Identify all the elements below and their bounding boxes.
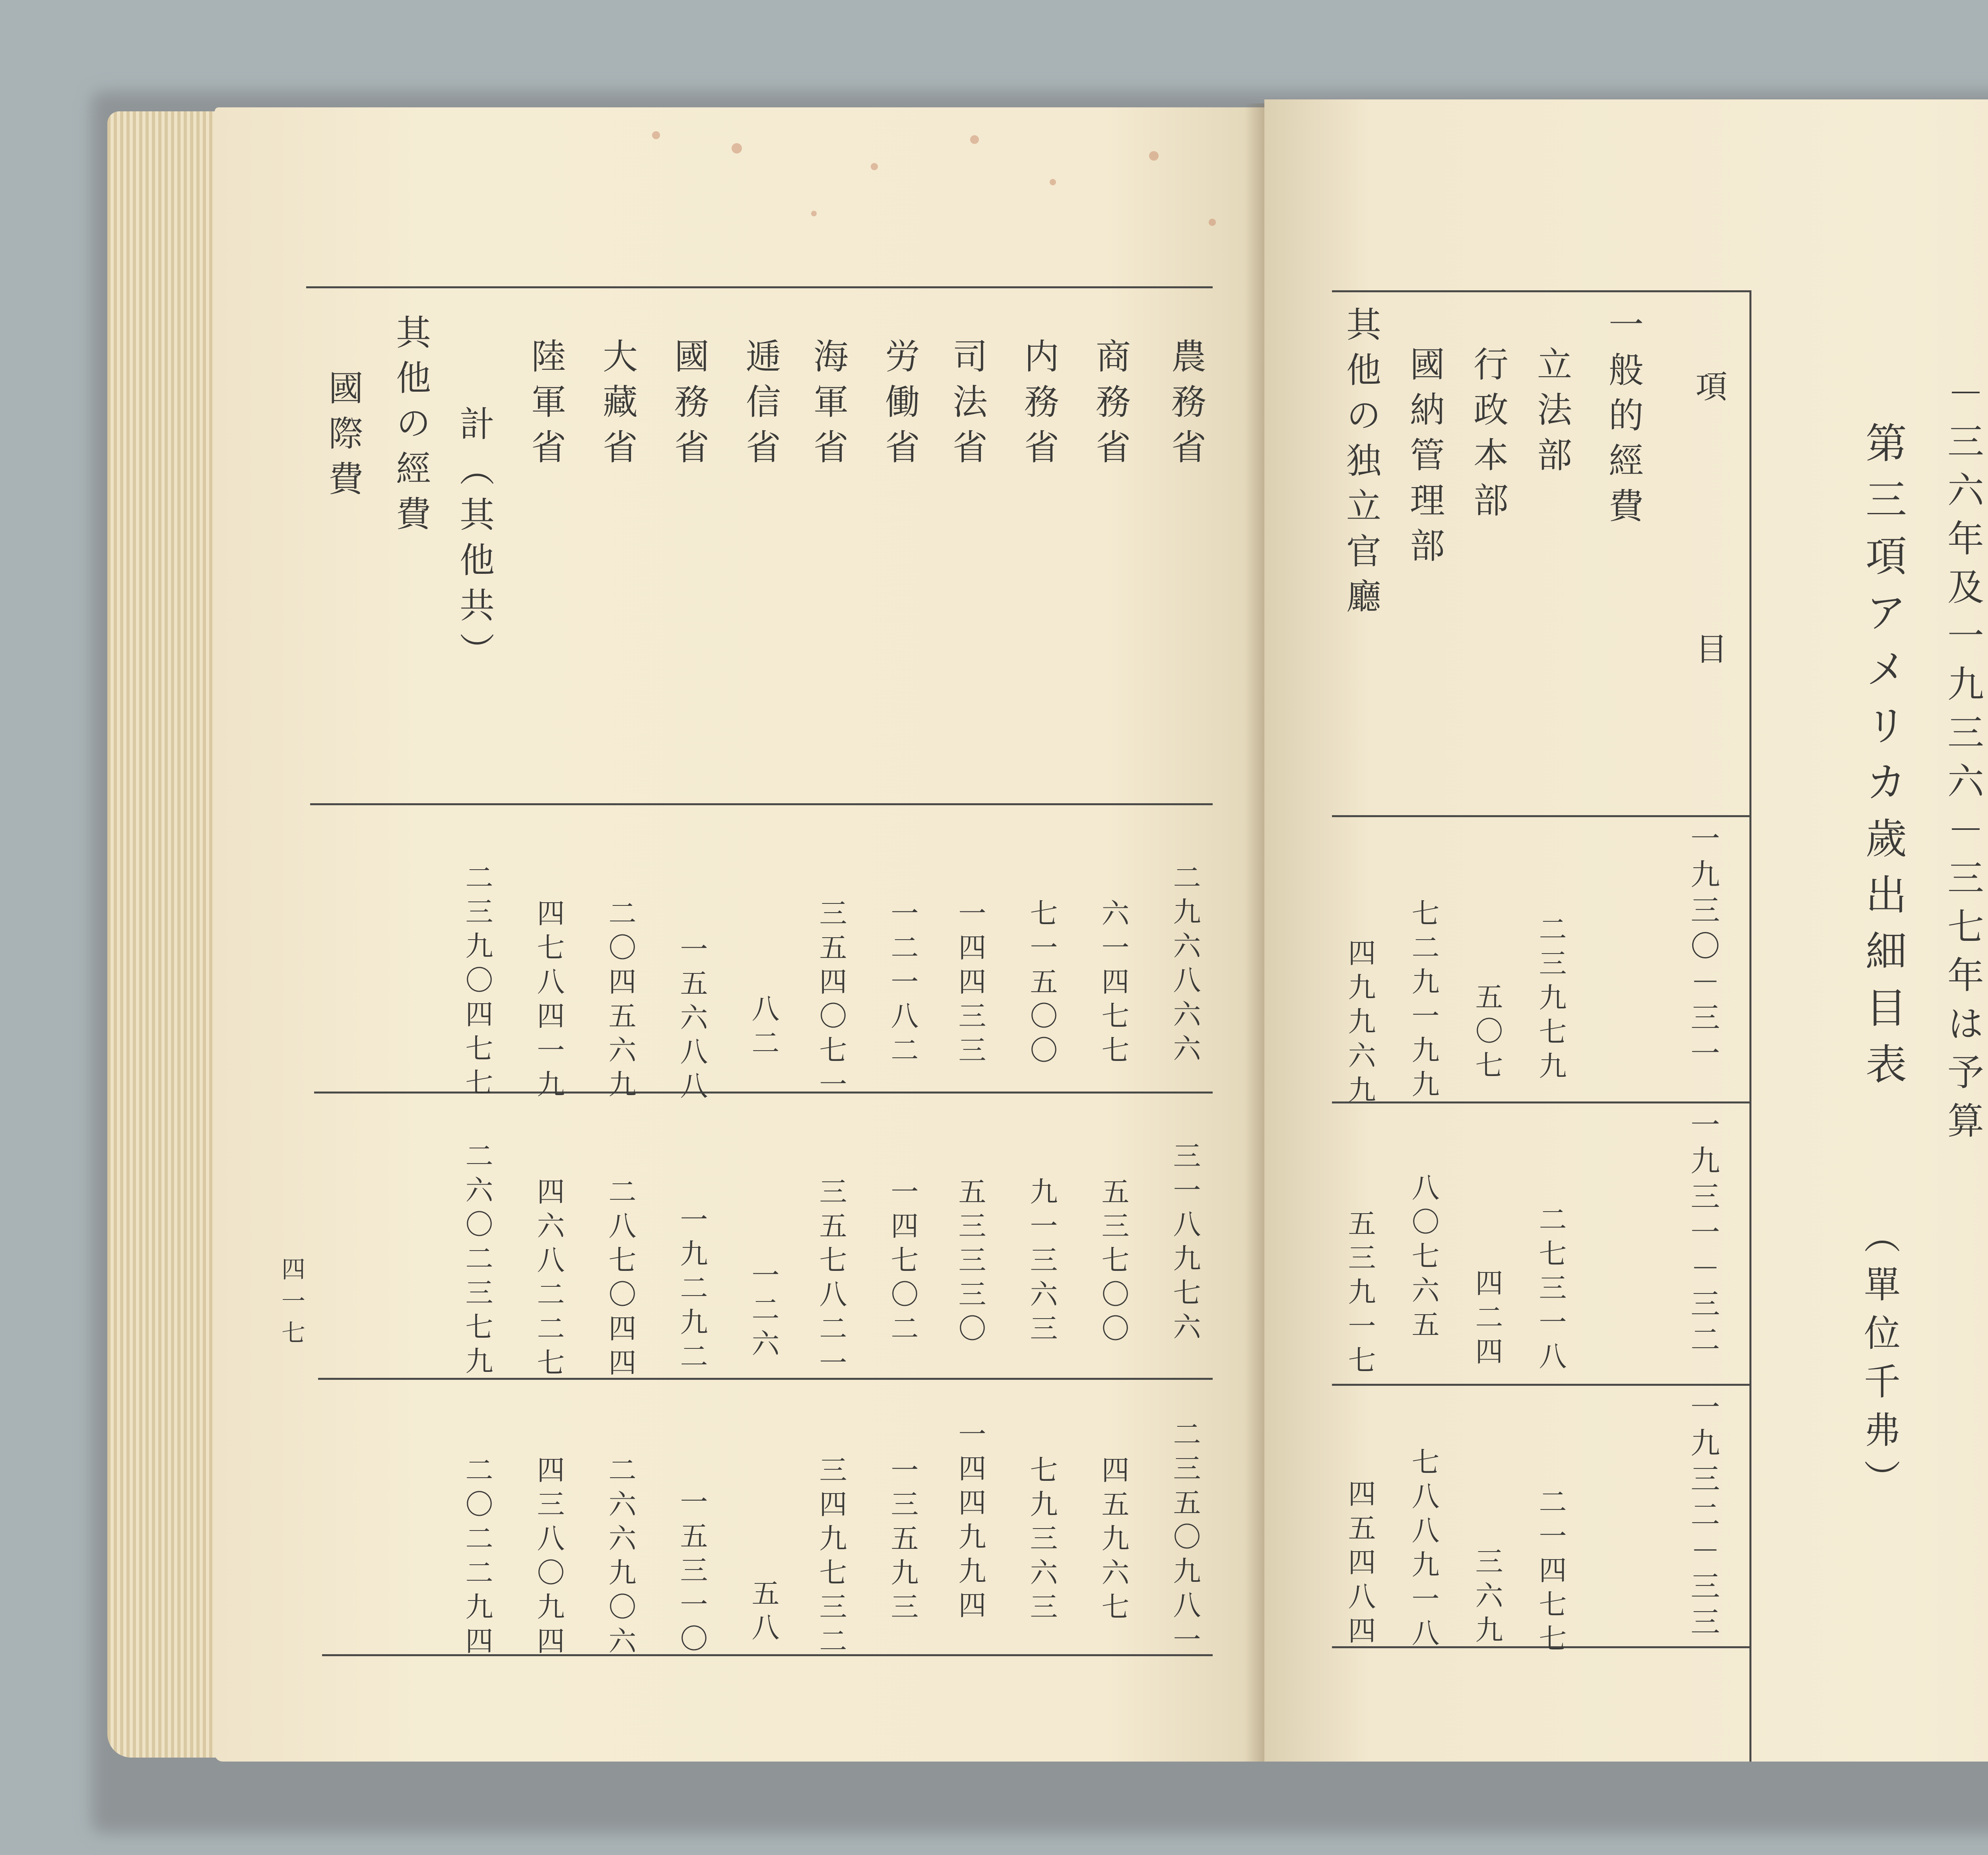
left-row-rule-2 [318,1378,1213,1380]
value-1932: 二〇四五六九 [604,899,637,1104]
value-1932: 一二一八二 [886,899,919,1070]
value-1933: 三一八九七六 [1169,1141,1201,1346]
label-agriculture: 農務省 [1166,338,1207,474]
label-labor: 労働省 [879,338,920,474]
value-1934: 四五九六七 [1097,1455,1130,1626]
value-1934: 一五三一〇 [676,1487,708,1658]
value-1934: 二〇二二九四 [461,1455,493,1661]
label-treasury: 大藏省 [597,338,638,474]
label-legislative: 立法部 [1532,346,1573,482]
value-1932: 七八八九一八 [1407,1447,1440,1653]
value-1931: 四二四 [1471,1268,1503,1371]
value-1933: 四六八二二七 [532,1177,565,1382]
value-1930: 五〇七 [1471,982,1503,1085]
left-page [215,107,1264,1762]
value-1933: 五三三三〇 [954,1177,986,1348]
value-1932: 二九六八六六 [1169,863,1201,1068]
label-independent-offices: 其他の独立官廳 [1341,306,1382,624]
year-header-1931: 一九三一－三二 [1686,1109,1720,1360]
left-page-edges [107,111,227,1758]
label-commerce: 商務省 [1090,338,1131,474]
value-1932: 七一五〇〇 [1025,899,1058,1070]
value-1932: 六一四七七 [1097,899,1130,1070]
value-1933: 三五七八二一 [815,1177,847,1382]
year-header-1930: 一九三〇－三一 [1686,823,1720,1074]
left-bottom-rule [322,1654,1213,1656]
left-row-rule-1 [314,1092,1213,1094]
value-1932: 一五六八八 [676,934,708,1105]
value-1934: 一四四九九四 [954,1420,986,1625]
value-1930: 二三九七九 [1534,915,1567,1086]
label-total: 計（其他共） [454,406,495,678]
value-1932: 二三九〇四七七 [461,863,493,1102]
table-row-rule-2 [1332,1384,1749,1386]
label-state: 國務省 [669,338,710,474]
label-general-expenses: 一般的經費 [1603,306,1644,533]
value-1933: 一九二九二 [676,1205,708,1376]
value-1932: 三六九 [1471,1547,1503,1649]
value-1934: 三四九七三二 [815,1455,847,1661]
value-1932: 三五四〇七一 [815,899,847,1104]
label-interior: 内務省 [1019,338,1060,474]
value-1933: 一四七〇二 [886,1177,919,1348]
left-page-number: 四一七 [278,1257,305,1352]
table-header-rule [1332,815,1749,817]
value-1934: 一三五九三 [886,1455,919,1626]
table-title: 第三項アメリカ歲出細目表 [1858,422,1907,1099]
right-page [1264,99,1988,1762]
value-1932: 四七八四一九 [532,899,565,1104]
value-1933: 五三七〇〇 [1097,1177,1130,1348]
value-1934: 四三八〇九四 [532,1455,565,1661]
note-line-2: －三六年及一九三六－三七年は予算 [1941,374,1984,1150]
value-1931: 八〇七六五 [1407,1173,1440,1344]
value-1933: 二八七〇四四 [604,1177,637,1382]
value-1930: 四九九六九 [1343,938,1376,1109]
table-frame-right [1749,290,1751,1762]
unit-label: （單位千弗） [1858,1217,1901,1508]
value-1932: 八二 [747,994,780,1062]
left-header-rule [310,803,1213,805]
value-1933: 九一三六三 [1025,1177,1058,1348]
value-1934: 二六六九〇六 [604,1455,637,1661]
label-war: 陸軍省 [526,338,567,474]
label-tax-admin: 國納管理部 [1404,346,1445,573]
value-1931: 五三九一七 [1343,1209,1376,1380]
table-row-rule-1 [1332,1101,1749,1103]
label-executive: 行政本部 [1468,346,1509,527]
value-1934: 五八 [747,1579,780,1647]
header-sub: 目 [1690,632,1727,668]
label-post: 逓信省 [740,338,781,474]
value-1932: 四五四八四 [1343,1479,1376,1650]
left-top-rule [306,286,1213,288]
label-navy: 海軍省 [808,338,849,474]
label-justice: 司法省 [947,338,988,474]
table-top-rule [1332,290,1749,292]
value-1934: 二三五〇九八一 [1169,1420,1201,1659]
year-header-1932: 一九三二－三三 [1686,1392,1720,1642]
value-1933: 一二六 [747,1261,780,1363]
value-1932: 二一四七七 [1534,1487,1567,1658]
value-1934: 七九三六三 [1025,1455,1058,1626]
label-international: 國際費 [323,370,364,506]
header-item: 項 [1690,370,1727,406]
value-1933: 二六〇二三七九 [461,1141,493,1381]
value-1930: 七二九一九九 [1407,899,1440,1104]
value-1932: 一四四三三 [954,899,986,1070]
value-1931: 二七三一八 [1534,1205,1567,1376]
label-other-expenses: 其他の經費 [390,314,431,541]
